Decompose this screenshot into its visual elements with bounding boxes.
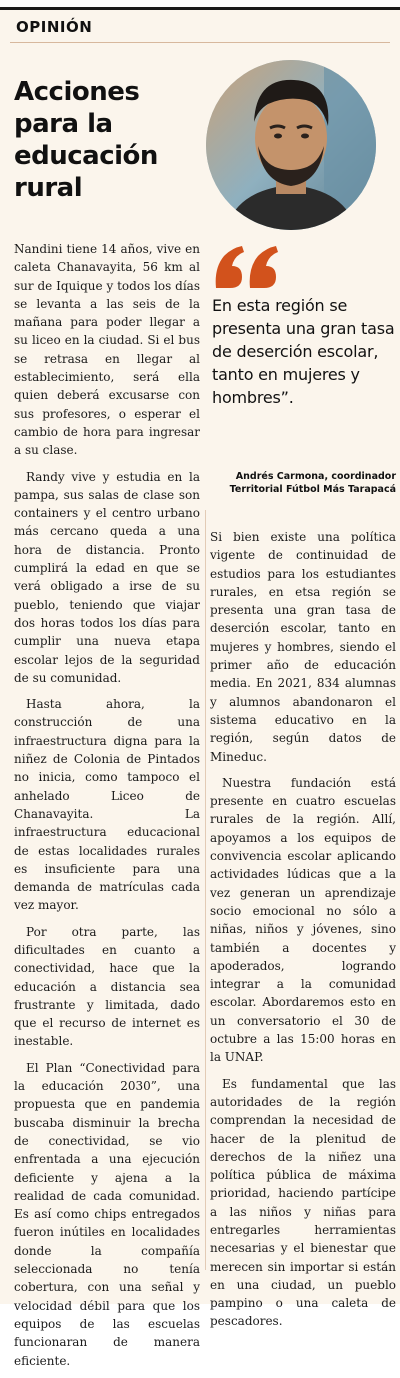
- paragraph: Por otra parte, las dificultades en cuanto a conectividad, hace que la educación a distancia sea frustrante y limitada, dado que el recurso de internet es inestable.: [14, 924, 200, 1049]
- paragraph: Randy vive y estudia en la pampa, sus salas de clase son containers y el centro urbano más cercano queda a una hora de distancia. Pronto cumplirá la edad en que se verá obligado a irse de su pueblo, teniendo que viajar dos horas todos los días para cumplir una nueva etapa escolar lejos de la seguridad de su comunidad.: [14, 469, 200, 685]
- paragraph: El Plan “Conectividad para la educación 2030”, una propuesta que en pandemia buscaba disminuir la brecha de conectividad, se vio enfrentada a una ejecución deficiente y ajena a la realidad de cada comunidad. Es así como chips entregados fueron inútiles en localidades donde la compañía seleccionada no tenía cobertura, con una señal y velocidad débil para que los equipos de las escuelas funcionaran de manera eficiente.: [14, 1060, 200, 1368]
- paragraph: Hasta ahora, la construcción de una infraestructura digna para la niñez de Colonia de Pintados no inicia, como tampoco el anhelado Liceo de Chanavayita. La infraestructura educacional de estas localidades rurales es insuficiente para una demanda de matrículas cada vez mayor.: [14, 697, 200, 913]
- column-divider: [205, 510, 206, 1270]
- paragraph: Nuestra fundación está presente en cuatro escuelas rurales de la región. Allí, apoyamos a los equipos de convivencia escolar aplicando actividades lúdicas que a la vez generan un aprendizaje socio emocional no sólo a niñas, niños y jóvenes, sino también a docentes y apoderados, logrando integrar a la comunidad escolar. Abordaremos esto en un conversatorio el 30 de octubre a las 15:00 horas en la UNAP.: [210, 775, 396, 1065]
- attribution-name: Andrés Carmona, coordinador: [235, 471, 396, 482]
- right-column: [210, 528, 396, 1339]
- paragraph: Nandini tiene 14 años, vive en caleta Chanavayita, 56 km al sur de Iquique y todos los días se levanta a las seis de la mañana para poder llegar a su liceo en la ciudad. Si el bus se retrasa en llegar al establecimiento, será ella quien deberá excusarse con sus profesores, o esperar el cambio de hora para ingresar a su clase.: [14, 242, 200, 458]
- left-column: [14, 240, 200, 1378]
- attribution-role: Territorial Fútbol Más Tarapacá: [229, 484, 396, 495]
- author-photo: [206, 60, 376, 230]
- paragraph: Si bien existe una política vigente de continuidad de estudios para los estudiantes rurales, en etsa región se presenta una gran tasa de deserción escolar, tanto en mujeres y hombres, siendo el primer año de educación media. En 2021, 834 alumnas y alumnos abandonaron el sistema educativo en la región, según datos de Mineduc.: [210, 530, 396, 764]
- section-label: OPINIÓN: [16, 18, 93, 36]
- header-rule: [0, 7, 400, 10]
- pull-quote: En esta región se presenta una gran tasa de deserción escolar, tanto en mujeres y hombres”.: [212, 296, 395, 407]
- section-divider: [10, 42, 390, 43]
- quote-mark-icon: [212, 242, 282, 292]
- article-headline: Acciones para la educación rural: [14, 77, 158, 203]
- paragraph: Es fundamental que las autoridades de la región comprendan la necesidad de hacer de la plenitud de derechos de la niñez una política pública de máxima prioridad, haciendo partícipe a las niños y niñas para entregarles herramientas necesarias y el bienestar que merecen sin importar si están en una ciudad, un pueblo pampino o una caleta de pescadores.: [210, 1076, 396, 1329]
- author-portrait-icon: [206, 60, 376, 230]
- quote-attribution: [210, 470, 396, 496]
